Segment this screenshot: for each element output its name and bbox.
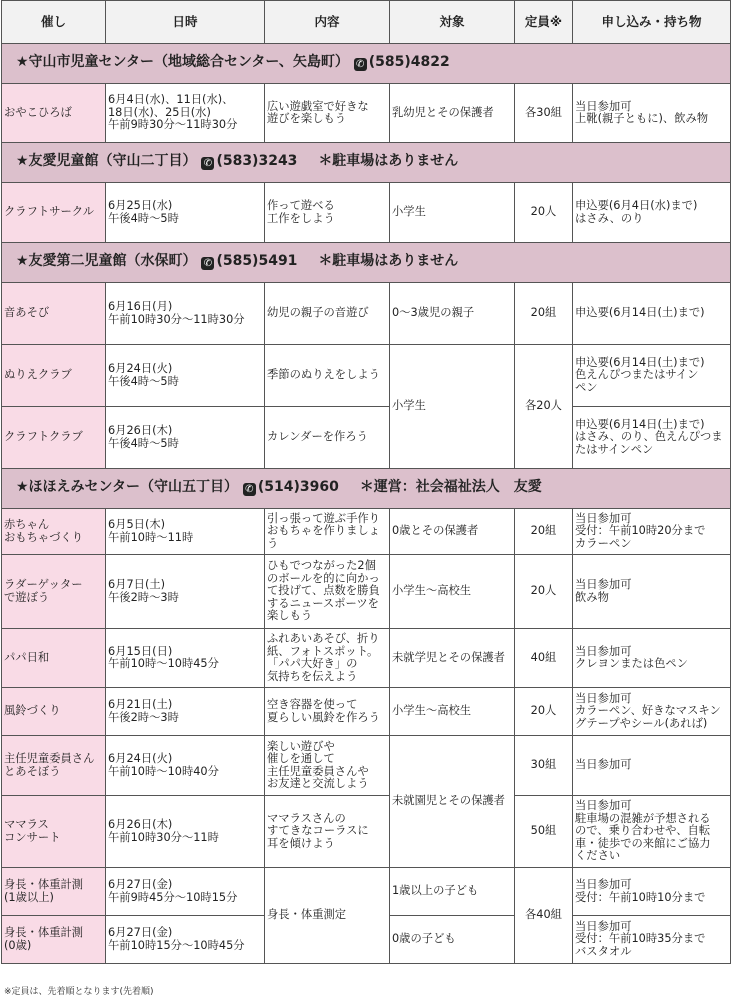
event-datetime: 6月4日(水)、11日(水)、 18日(水)、25日(水) 午前9時30分～11時30分 [106, 84, 265, 143]
header-apply: 申し込み・持ち物 [573, 1, 731, 44]
event-apply: 当日参加可 飲み物 [573, 555, 731, 629]
event-apply: 当日参加可 [573, 736, 731, 796]
table-row [2, 868, 731, 916]
header-row [2, 1, 731, 44]
section-header [2, 243, 731, 283]
section-note: ＊駐車場はありません [318, 253, 459, 269]
event-capacity: 20組 [515, 509, 573, 555]
header-event: 催し [2, 1, 106, 44]
event-target: 小学生～高校生 [390, 555, 515, 629]
event-apply: 当日参加可 受付：午前10時35分まで バスタオル [573, 916, 731, 964]
event-capacity: 各40組 [515, 868, 573, 964]
event-name: ぬりえクラブ [2, 345, 106, 407]
event-capacity: 40組 [515, 629, 573, 688]
event-content: 身長・体重測定 [265, 868, 390, 964]
event-datetime: 6月16日(月) 午前10時30分～11時30分 [106, 283, 265, 345]
event-content: ママラスさんの すてきなコーラスに 耳を傾けよう [265, 796, 390, 868]
section-title: ★友愛第二児童館（水保町） [16, 253, 197, 269]
event-apply: 当日参加可 受付：午前10時10分まで [573, 868, 731, 916]
event-target: 0歳の子ども [390, 916, 515, 964]
section-title: ★守山市児童センター（地域総合センター、矢島町） [16, 54, 349, 70]
header-capacity: 定員※ [515, 1, 573, 44]
event-datetime: 6月5日(木) 午前10時～11時 [106, 509, 265, 555]
event-target: 小学生～高校生 [390, 688, 515, 736]
table-row [2, 345, 731, 407]
section-title: ★ほほえみセンター（守山五丁目） [16, 479, 238, 495]
event-target: 未就学児とその保護者 [390, 629, 515, 688]
event-name: 身長・体重計測 (0歳) [2, 916, 106, 964]
event-content: 季節のぬりえをしよう [265, 345, 390, 407]
table-row [2, 183, 731, 243]
section-note: ＊駐車場はありません [318, 153, 459, 169]
event-capacity: 30組 [515, 736, 573, 796]
event-datetime: 6月21日(土) 午後2時～3時 [106, 688, 265, 736]
table-row [2, 407, 731, 469]
event-name: クラフトクラブ [2, 407, 106, 469]
event-apply: 当日参加可 受付：午前10時20分まで カラーペン [573, 509, 731, 555]
event-capacity: 20人 [515, 555, 573, 629]
event-datetime: 6月7日(土) 午後2時～3時 [106, 555, 265, 629]
table-row [2, 688, 731, 736]
event-name: おやこひろば [2, 84, 106, 143]
section-phone: (585)5491 [216, 253, 298, 269]
event-apply: 当日参加可 駐車場の混雑が予想される ので、乗り合わせや、自転 車・徒歩での来館にご協力 ください [573, 796, 731, 868]
event-name: ママラス コンサート [2, 796, 106, 868]
event-content: ふれあいあそび、折り 紙、フォトスポット。 「パパ大好き」の 気持ちを伝えよう [265, 629, 390, 688]
event-target: 1歳以上の子ども [390, 868, 515, 916]
event-name: 風鈴づくり [2, 688, 106, 736]
event-content: 引っ張って遊ぶ手作り おもちゃを作りましょう [265, 509, 390, 555]
event-capacity: 20人 [515, 183, 573, 243]
event-datetime: 6月27日(金) 午前10時15分～10時45分 [106, 916, 265, 964]
event-name: 身長・体重計測 (1歳以上) [2, 868, 106, 916]
table-row [2, 509, 731, 555]
phone-icon: ✆ [201, 157, 214, 170]
event-target: 0歳とその保護者 [390, 509, 515, 555]
section-header [2, 143, 731, 183]
event-target: 乳幼児とその保護者 [390, 84, 515, 143]
phone-icon: ✆ [201, 257, 214, 270]
phone-icon: ✆ [243, 483, 256, 496]
section-note: ＊運営：社会福祉法人 友愛 [359, 479, 542, 495]
footnote: ※定員は、先着順となります(先着順) [4, 987, 154, 997]
event-datetime: 6月25日(水) 午後4時～5時 [106, 183, 265, 243]
table-row [2, 796, 731, 868]
event-capacity: 20組 [515, 283, 573, 345]
header-content: 内容 [265, 1, 390, 44]
event-apply: 当日参加可 カラーペン、好きなマスキン グテープやシール(あれば) [573, 688, 731, 736]
event-apply: 当日参加可 上靴(親子ともに)、飲み物 [573, 84, 731, 143]
table-row [2, 736, 731, 796]
table-row [2, 629, 731, 688]
event-target: 小学生 [390, 183, 515, 243]
event-content: 楽しい遊びや 催しを通して 主任児童委員さんや お友達と交流しよう [265, 736, 390, 796]
event-name: パパ日和 [2, 629, 106, 688]
table-row [2, 555, 731, 629]
event-datetime: 6月24日(火) 午後4時～5時 [106, 345, 265, 407]
phone-icon: ✆ [354, 58, 367, 71]
event-target: 小学生 [390, 345, 515, 469]
event-datetime: 6月24日(火) 午前10時～10時40分 [106, 736, 265, 796]
section-phone: (514)3960 [257, 479, 339, 495]
section-phone: (583)3243 [216, 153, 298, 169]
event-content: 広い遊戯室で好きな 遊びを楽しもう [265, 84, 390, 143]
event-datetime: 6月27日(金) 午前9時45分～10時15分 [106, 868, 265, 916]
event-capacity: 各30組 [515, 84, 573, 143]
event-capacity: 50組 [515, 796, 573, 868]
event-name: 赤ちゃん おもちゃづくり [2, 509, 106, 555]
event-name: クラフトサークル [2, 183, 106, 243]
event-target: 0～3歳児の親子 [390, 283, 515, 345]
event-datetime: 6月26日(木) 午後4時～5時 [106, 407, 265, 469]
event-apply: 申込要(6月4日(水)まで) はさみ、のり [573, 183, 731, 243]
section-title: ★友愛児童館（守山二丁目） [16, 153, 197, 169]
event-apply: 申込要(6月14日(土)まで) 色えんぴつまたはサイン ペン [573, 345, 731, 407]
event-capacity: 各20人 [515, 345, 573, 469]
event-datetime: 6月26日(木) 午前10時30分～11時 [106, 796, 265, 868]
event-content: 空き容器を使って 夏らしい風鈴を作ろう [265, 688, 390, 736]
section-header [2, 44, 731, 84]
event-apply: 当日参加可 クレヨンまたは色ペン [573, 629, 731, 688]
table-row [2, 283, 731, 345]
header-target: 対象 [390, 1, 515, 44]
event-content: 作って遊べる 工作をしよう [265, 183, 390, 243]
event-name: 音あそび [2, 283, 106, 345]
event-content: 幼児の親子の音遊び [265, 283, 390, 345]
event-name: 主任児童委員さん とあそぼう [2, 736, 106, 796]
event-apply: 申込要(6月14日(土)まで) [573, 283, 731, 345]
event-target: 未就園児とその保護者 [390, 736, 515, 868]
section-phone: (585)4822 [368, 54, 450, 70]
event-apply: 申込要(6月14日(土)まで) はさみ、のり、色えんぴつま たはサインペン [573, 407, 731, 469]
event-content: ひもでつながった2個 のボールを的に向かっ て投げて、点数を勝負 するニュースポーツを 楽しもう [265, 555, 390, 629]
event-capacity: 20人 [515, 688, 573, 736]
section-header [2, 469, 731, 509]
event-name: ラダーゲッター で遊ぼう [2, 555, 106, 629]
event-content: カレンダーを作ろう [265, 407, 390, 469]
header-datetime: 日時 [106, 1, 265, 44]
table-row [2, 84, 731, 143]
event-datetime: 6月15日(日) 午前10時～10時45分 [106, 629, 265, 688]
event-table [1, 0, 731, 964]
